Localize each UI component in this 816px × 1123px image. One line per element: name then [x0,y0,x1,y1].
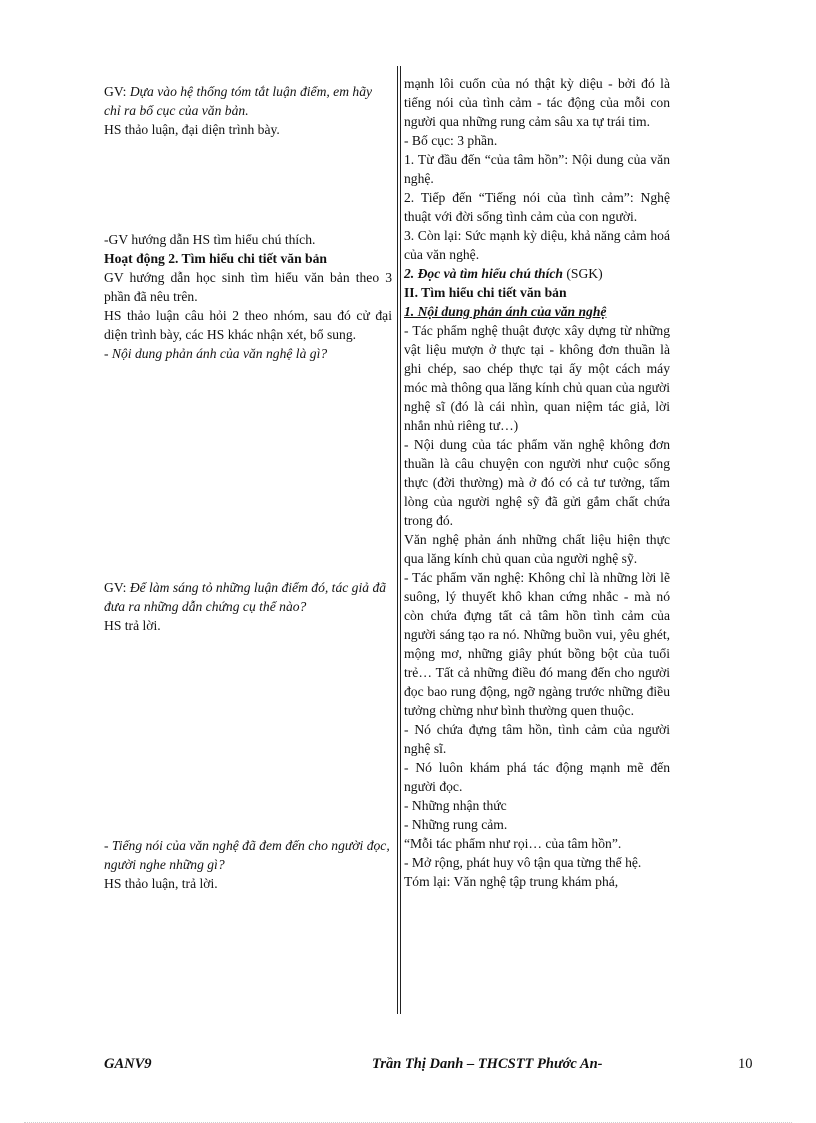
column-divider-right [400,66,401,1014]
subsection-heading: 1. Nội dung phản ánh của văn nghệ [404,304,607,319]
section-heading-suffix: (SGK) [562,266,603,281]
paragraph: - Nó luôn khám phá tác động mạnh mẽ đến người đọc. [404,760,670,794]
paragraph: - Nội dung của tác phẩm văn nghệ không đơn thuần là câu chuyện con người như cuộc sống thực (đời thường) mà ở đó có cả tư tưởng, tấm lòng của người nghệ sỹ đã gửi gắm chất chứa trong đó. [404,437,670,528]
gv-question: Dựa vào hệ thống tóm tắt luận điểm, em hãy chỉ ra bố cục của văn bản. [104,84,373,118]
left-block-3 [104,578,392,635]
left-block-2 [104,230,392,363]
question: - Nội dung phản ánh của văn nghệ là gì? [104,346,328,361]
paragraph: - Tác phẩm nghệ thuật được xây dựng từ những vật liệu mượn ở thực tại - không đơn thuần là ghi chép, sao chép thực tại ấy một cách máy móc mà thông qua lăng kính chủ quan của người nghệ sĩ (đó là cái nhìn, quan niệm tác giả, lời nhắn nhủ riêng tư…) [404,323,670,433]
left-block-4 [104,836,392,893]
paragraph: - Tác phẩm văn nghệ: Không chỉ là những lời lẽ suông, lý thuyết khô khan cứng nhắc - mà nó còn chứa đựng tất cả tâm hồn tình cảm của người sáng tạo ra nó. Những buồn vui, yêu ghét, mộng mơ, những giây phút bồng bột của tuổi trẻ… Tất cả những điều đó mang đến cho người đọc bao rung động, ngỡ ngàng trước những điều tưởng chừng như bình thường quen thuộc. [404,570,670,718]
question: - Tiếng nói của văn nghệ đã đem đến cho người đọc, người nghe những gì? [104,838,390,872]
paragraph: 3. Còn lại: Sức mạnh kỳ diệu, khả năng cảm hoá của văn nghệ. [404,228,670,262]
hs-note: HS thảo luận, đại diện trình bày. [104,122,280,137]
hs-note: HS trả lời. [104,618,161,633]
activity-heading: Hoạt động 2. Tìm hiểu chi tiết văn bản [104,251,327,266]
paragraph: - Mở rộng, phát huy vô tận qua từng thế hệ. [404,855,642,870]
paragraph: Tóm lại: Văn nghệ tập trung khám phá, [404,874,619,889]
page-footer [104,1056,754,1078]
gv-label: GV: [104,84,127,99]
hs-note: HS thảo luận, trả lời. [104,876,218,891]
paragraph: - Những rung cảm. [404,817,508,832]
author-line: Trần Thị Danh – THCSTT Phước An- [372,1056,603,1072]
hs-note: HS thảo luận câu hỏi 2 theo nhóm, sau đó cử đại diện trình bày, các HS khác nhận xét, bổ sung. [104,308,392,342]
right-column [404,74,670,891]
paragraph: - Những nhận thức [404,798,507,813]
gv-label: GV: [104,580,127,595]
paragraph: 1. Từ đầu đến “của tâm hồn”: Nội dung của văn nghệ. [404,152,670,186]
gv-note: GV hướng dẫn học sinh tìm hiểu văn bản theo 3 phần đã nêu trên. [104,270,392,304]
paragraph: - Nó chứa đựng tâm hồn, tình cảm của người nghệ sĩ. [404,722,670,756]
gv-note: -GV hướng dẫn HS tìm hiểu chú thích. [104,232,316,247]
paragraph: 2. Tiếp đến “Tiếng nói của tình cảm”: Nghệ thuật với đời sống tình cảm của con người. [404,190,670,224]
page-number: 10 [738,1056,753,1072]
section-heading: II. Tìm hiểu chi tiết văn bản [404,285,567,300]
document-code: GANV9 [104,1056,152,1072]
paragraph: mạnh lôi cuốn của nó thật kỳ diệu - bởi đó là tiếng nói của tình cảm - tác động của mỗi con người qua những rung cảm sâu xa tự trái tim. [404,76,670,129]
paragraph: “Mỗi tác phẩm như rọi… của tâm hồn”. [404,836,622,851]
column-divider-left [397,66,398,1014]
paragraph: Văn nghệ phản ánh những chất liệu hiện thực qua lăng kính chủ quan của người nghệ sỹ. [404,532,670,566]
section-heading: 2. Đọc và tìm hiểu chú thích [404,266,563,281]
left-block-1 [104,82,392,139]
gv-question: Để làm sáng tỏ những luận điểm đó, tác giả đã đưa ra những dẫn chứng cụ thể nào? [104,580,387,614]
paragraph: - Bố cục: 3 phần. [404,133,498,148]
